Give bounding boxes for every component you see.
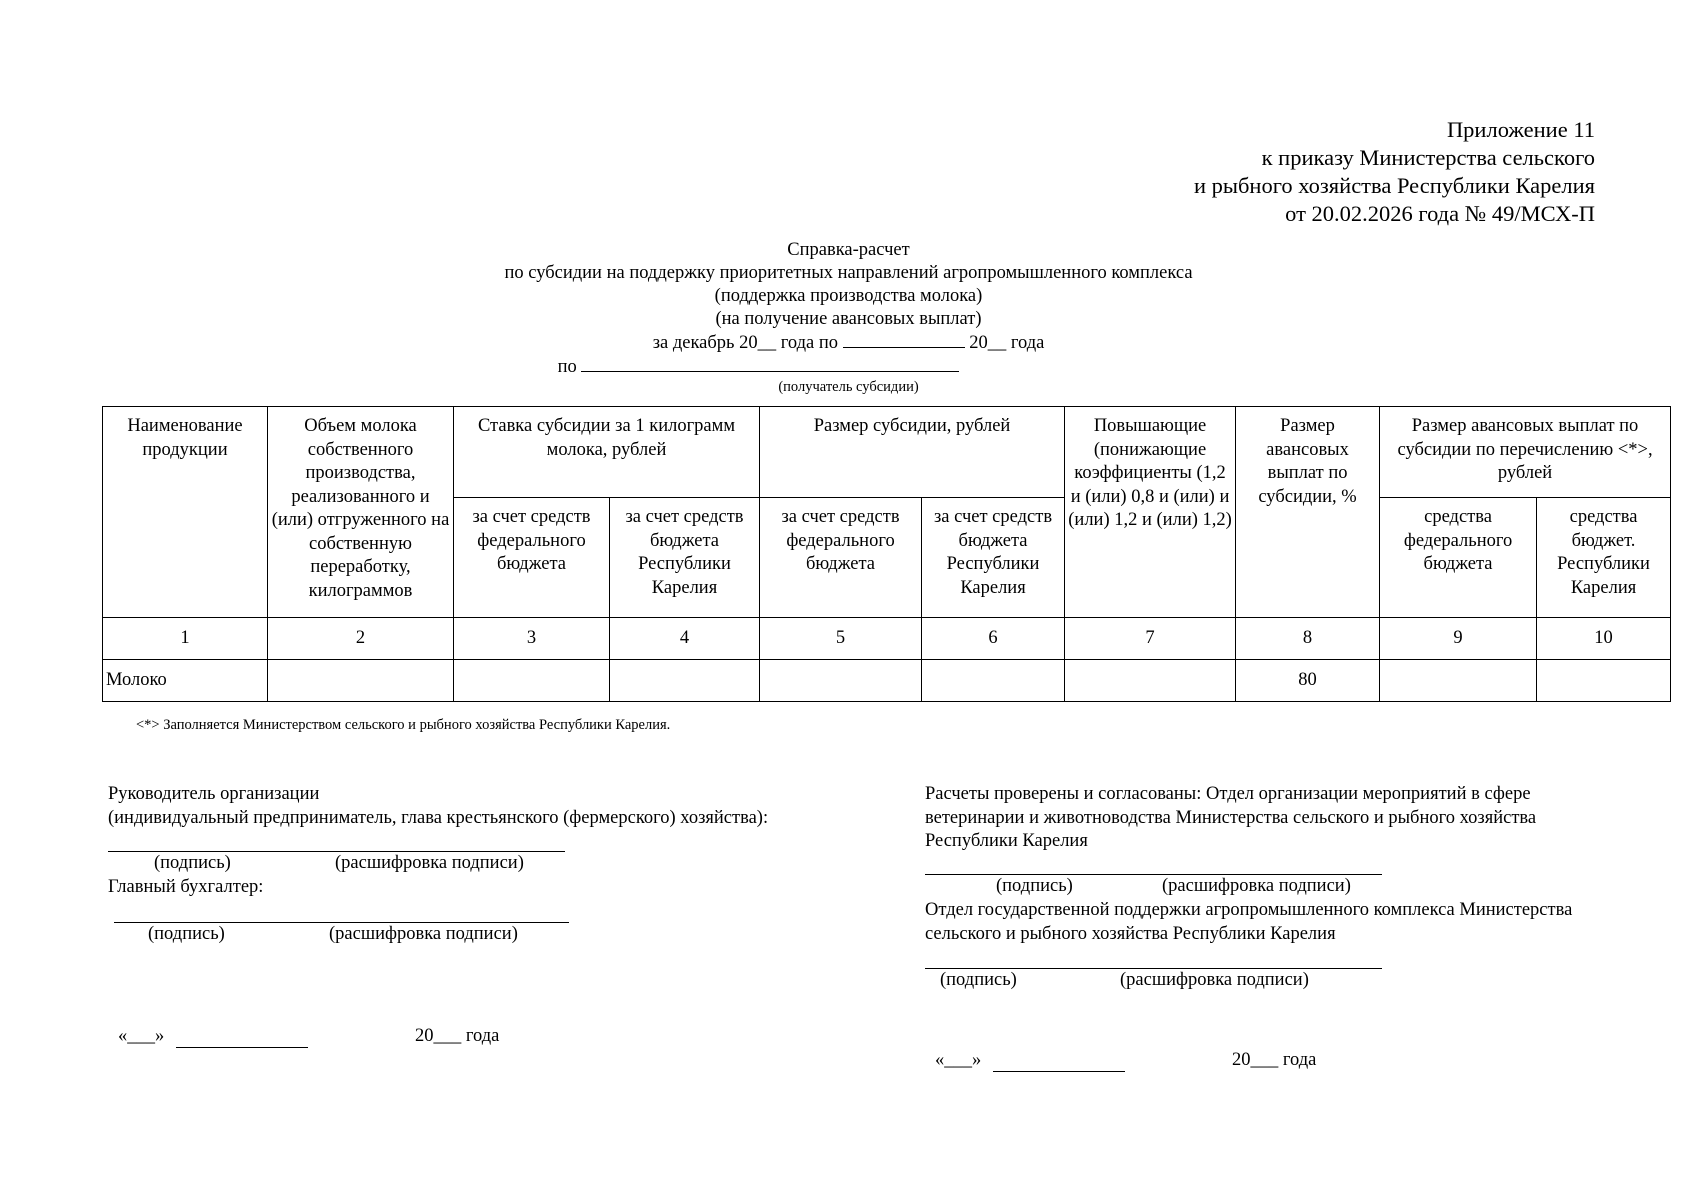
annex-line: к приказу Министерства сельского [1261, 145, 1595, 170]
subsidy-table [102, 406, 1671, 702]
approval-decoding-caption: (расшифровка подписи) [1162, 876, 1351, 896]
title-line: Справка-расчет [787, 240, 910, 260]
period-prefix: за декабрь 20__ года по [652, 333, 838, 353]
cell-volume [268, 660, 454, 702]
right-date-day: «___» [935, 1050, 982, 1070]
left-date-day: «___» [118, 1026, 165, 1046]
department-signature-line [925, 968, 1382, 969]
table-row [103, 660, 1671, 702]
left-date-month-line [176, 1047, 308, 1048]
approval-block [925, 783, 1536, 854]
head-signature-caption: (подпись) [154, 853, 231, 873]
header-volume: Объем молока собственного производства, реализованного и (или) отгруженного на собственную переработку, килограммов [268, 407, 454, 618]
header-advance-group: Размер авансовых выплат по субсидии по перечислению <*>, рублей [1380, 407, 1671, 498]
header-rate-group: Ставка субсидии за 1 килограмм молока, рублей [454, 407, 760, 498]
period-blank [843, 331, 965, 348]
department-line: Отдел государственной поддержки агропромышленного комплекса Министерства [925, 900, 1573, 920]
approval-line: Расчеты проверены и согласованы: Отдел организации мероприятий в сфере [925, 784, 1531, 804]
header-product: Наименование продукции [103, 407, 268, 618]
header-advance-federal: средства федерального бюджета [1380, 498, 1537, 618]
cell-advance-percent: 80 [1236, 660, 1380, 702]
recipient-line [0, 355, 1697, 379]
header-amount-federal: за счет средств федерального бюджета [760, 498, 922, 618]
header-rate-regional: за счет средств бюджета Республики Карелия [610, 498, 760, 618]
approval-signature-caption: (подпись) [996, 876, 1073, 896]
accountant-decoding-caption: (расшифровка подписи) [329, 924, 518, 944]
approval-line: Республики Карелия [925, 831, 1088, 851]
column-number: 8 [1236, 618, 1380, 660]
period-suffix: 20__ года [969, 333, 1045, 353]
accountant-label: Главный бухгалтер: [108, 877, 264, 897]
recipient-prefix: по [557, 357, 577, 377]
accountant-signature-caption: (подпись) [148, 924, 225, 944]
cell-advance-regional [1537, 660, 1671, 702]
approval-signature-line [925, 874, 1382, 875]
department-signature-caption: (подпись) [940, 970, 1017, 990]
column-number: 6 [922, 618, 1065, 660]
column-number: 1 [103, 618, 268, 660]
column-number: 3 [454, 618, 610, 660]
recipient-caption: (получатель субсидии) [778, 379, 919, 395]
header-amount-regional: за счет средств бюджета Республики Карелия [922, 498, 1065, 618]
header-rate-federal: за счет средств федерального бюджета [454, 498, 610, 618]
head-decoding-caption: (расшифровка подписи) [335, 853, 524, 873]
document-title [0, 239, 1697, 396]
annex-line: Приложение 11 [1446, 117, 1595, 142]
footnote: <*> Заполняется Министерством сельского и рыбного хозяйства Республики Карелия. [136, 717, 671, 733]
right-date-year: 20___ года [1232, 1050, 1317, 1070]
column-number: 5 [760, 618, 922, 660]
approval-line: ветеринарии и животноводства Министерства сельского и рыбного хозяйства [925, 807, 1537, 828]
cell-amount-regional [922, 660, 1065, 702]
period-line [0, 331, 1697, 355]
column-number: 4 [610, 618, 760, 660]
annex-line: и рыбного хозяйства Республики Карелия [1193, 173, 1595, 198]
head-signature-line [108, 851, 565, 852]
title-line: (поддержка производства молока) [714, 286, 983, 306]
header-amount-group: Размер субсидии, рублей [760, 407, 1065, 498]
header-advance-percent: Размер авансовых выплат по субсидии, % [1236, 407, 1380, 618]
cell-amount-federal [760, 660, 922, 702]
head-title: Руководитель организации [108, 784, 320, 804]
title-line: по субсидии на поддержку приоритетных направлений агропромышленного комплекса [504, 263, 1193, 283]
head-signature-block [108, 783, 768, 830]
header-coefficients: Повышающие (понижающие коэффициенты (1,2 и (или) 0,8 и (или) и (или) 1,2 и (или) 1,2) [1065, 407, 1236, 618]
department-decoding-caption: (расшифровка подписи) [1120, 970, 1309, 990]
annex-header [895, 116, 1595, 228]
left-date-year: 20___ года [415, 1026, 500, 1046]
cell-product: Молоко [103, 660, 268, 702]
cell-advance-federal [1380, 660, 1537, 702]
recipient-blank [581, 355, 959, 372]
department-block [925, 899, 1572, 946]
head-subtitle: (индивидуальный предприниматель, глава крестьянского (фермерского) хозяйства): [108, 807, 769, 828]
cell-coefficients [1065, 660, 1236, 702]
cell-rate-regional [610, 660, 760, 702]
column-number: 7 [1065, 618, 1236, 660]
column-number: 9 [1380, 618, 1537, 660]
right-date-month-line [993, 1071, 1125, 1072]
department-line: сельского и рыбного хозяйства Республики Карелия [925, 923, 1336, 944]
header-advance-regional: средства бюджет. Республики Карелия [1537, 498, 1671, 618]
annex-line: от 20.02.2026 года № 49/МСХ-П [1285, 201, 1595, 226]
cell-rate-federal [454, 660, 610, 702]
accountant-signature-line [114, 922, 569, 923]
column-number: 2 [268, 618, 454, 660]
column-number: 10 [1537, 618, 1671, 660]
title-line: (на получение авансовых выплат) [715, 309, 982, 329]
